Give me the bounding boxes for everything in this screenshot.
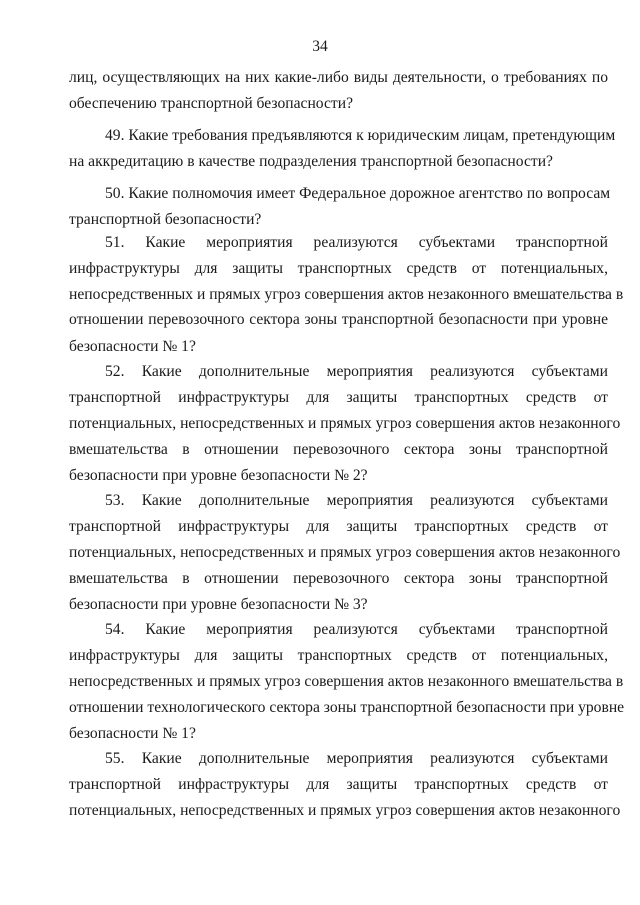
text-line: 50. Какие полномочия имеет Федеральное дорожное агентство по вопросам xyxy=(105,185,611,202)
text-line: 49. Какие требования предъявляются к юридическим лицам, претендующим xyxy=(105,127,616,144)
text-line: вмешательства в отношении перевозочного сектора зоны транспортной xyxy=(69,570,608,587)
text-line: безопасности № 1? xyxy=(69,725,196,742)
text-line: транспортной безопасности? xyxy=(69,211,262,228)
text-line: 51. Какие мероприятия реализуются субъектами транспортной xyxy=(105,234,608,251)
text-line: транспортной инфраструктуры для защиты транспортных средств от xyxy=(69,389,608,406)
text-line: непосредственных и прямых угроз совершения актов незаконного вмешательства в xyxy=(69,673,624,690)
text-line: инфраструктуры для защиты транспортных средств от потенциальных, xyxy=(69,260,608,277)
text-line: безопасности при уровне безопасности № 2? xyxy=(69,467,368,484)
text-line: отношении технологического сектора зоны транспортной безопасности при уровне xyxy=(69,699,625,716)
text-line: непосредственных и прямых угроз совершения актов незаконного вмешательства в xyxy=(69,286,624,303)
page-number: 34 xyxy=(312,38,328,55)
text-line: 55. Какие дополнительные мероприятия реализуются субъектами xyxy=(105,750,608,767)
text-line: вмешательства в отношении перевозочного сектора зоны транспортной xyxy=(69,441,608,458)
text-line: безопасности № 1? xyxy=(69,338,196,355)
text-line: лиц, осуществляющих на них какие-либо виды деятельности, о требованиях по xyxy=(69,69,608,86)
text-line: на аккредитацию в качестве подразделения транспортной безопасности? xyxy=(69,153,553,170)
text-line: 54. Какие мероприятия реализуются субъектами транспортной xyxy=(105,621,608,638)
text-line: 53. Какие дополнительные мероприятия реализуются субъектами xyxy=(105,492,608,509)
text-line: инфраструктуры для защиты транспортных средств от потенциальных, xyxy=(69,647,608,664)
text-line: обеспечению транспортной безопасности? xyxy=(69,95,353,112)
text-line: безопасности при уровне безопасности № 3? xyxy=(69,596,368,613)
text-line: потенциальных, непосредственных и прямых угроз совершения актов незаконного xyxy=(69,415,621,432)
text-line: транспортной инфраструктуры для защиты транспортных средств от xyxy=(69,776,608,793)
text-line: транспортной инфраструктуры для защиты транспортных средств от xyxy=(69,518,608,535)
text-line: 52. Какие дополнительные мероприятия реализуются субъектами xyxy=(105,363,608,380)
text-line: потенциальных, непосредственных и прямых угроз совершения актов незаконного xyxy=(69,802,621,819)
text-line: отношении перевозочного сектора зоны транспортной безопасности при уровне xyxy=(69,311,608,328)
text-line: потенциальных, непосредственных и прямых угроз совершения актов незаконного xyxy=(69,544,621,561)
